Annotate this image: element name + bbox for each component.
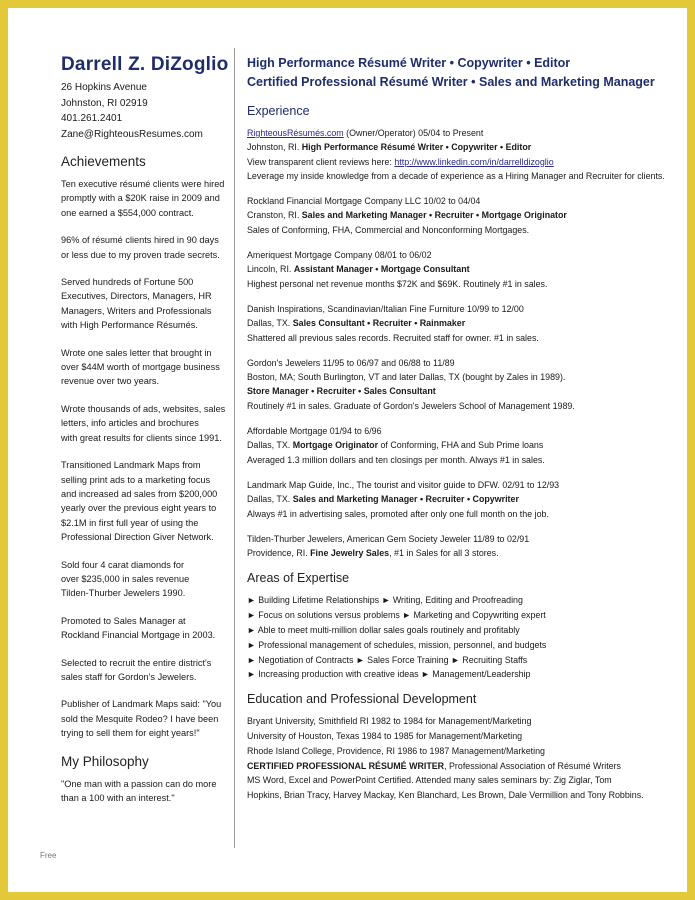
education-line (247, 788, 667, 803)
philosophy-quote (61, 777, 231, 806)
text-run: Ameriquest Mortgage Company 08/01 to 06/02 (247, 250, 432, 261)
expertise-line: ► Focus on solutions versus problems ► Marketing and Copywriting expert (247, 610, 546, 621)
text-run: Providence, RI. (247, 548, 311, 559)
achievement-line: one earned a $554,000 contract. (61, 207, 194, 218)
text-run: Rhode Island College, Providence, RI 1986 to 1987 Management/Marketing (247, 745, 545, 756)
achievement-line: promptly with a $20K raise in 2009 and (61, 193, 220, 204)
text-run: Johnston, RI. (247, 142, 302, 153)
text-run: Tilden-Thurber Jewelers, American Gem Society Jeweler 11/89 to 02/91 (247, 533, 530, 544)
right-column (247, 54, 667, 803)
achievement-line: Sold four 4 carat diamonds for (61, 559, 185, 570)
job-line (247, 424, 667, 438)
achievement-line: Publisher of Landmark Maps said: "You (61, 699, 222, 710)
text-run: Leverage my inside knowledge from a decade of experience as a Hiring Manager and Recruiter for clients. (247, 170, 665, 181)
achievement-line: Promoted to Sales Manager at (61, 615, 186, 626)
text-run: Sales and Marketing Manager • Recruiter • Mortgage Originator (301, 210, 567, 221)
achievement-item (61, 402, 231, 445)
job-line (247, 384, 667, 398)
job-line (247, 126, 667, 140)
experience-heading: Experience (247, 104, 310, 118)
footer-text: Free (40, 851, 57, 860)
job-entry (247, 424, 667, 467)
job-line (247, 438, 667, 452)
achievement-line: letters, info articles and brochures (61, 418, 199, 429)
achievement-item (61, 458, 231, 544)
experience-list (247, 126, 667, 560)
achievement-line: over $235,000 in sales revenue (61, 573, 190, 584)
text-run: Hopkins, Brian Tracy, Harvey Mackay, Ken Blanchard, Les Brown, Dale Vermillion and Tony Robbins. (247, 790, 644, 801)
headline-title-1: High Performance Résumé Writer • Copywriter • Editor (247, 56, 571, 70)
text-run: Sales Consultant • Recruiter • Rainmaker (292, 318, 466, 329)
job-line (247, 155, 667, 169)
achievement-item (61, 697, 231, 740)
achievement-line: Transitioned Landmark Maps from (61, 460, 201, 471)
achievement-line: Served hundreds of Fortune 500 (61, 277, 194, 288)
achievement-line: Wrote thousands of ads, websites, sales (61, 403, 226, 414)
text-run: Highest personal net revenue months $72K and $69K. Routinely #1 in sales. (247, 278, 548, 289)
achievement-line: Professional Direction Giver Network. (61, 532, 214, 543)
achievement-item (61, 177, 231, 220)
column-divider (234, 48, 235, 848)
job-line (247, 492, 667, 506)
text-run: Lincoln, RI. (247, 264, 294, 275)
achievement-line: Executives, Directors, Managers, HR (61, 291, 212, 302)
expertise-line: ► Building Lifetime Relationships ► Writing, Editing and Proofreading (247, 595, 523, 606)
job-line (247, 277, 667, 291)
achievement-line: Selected to recruit the entire district's (61, 657, 212, 668)
achievement-line: sold the Mesquite Rodeo? I have been (61, 713, 219, 724)
job-line (247, 169, 667, 183)
achievement-line: yearly over the previous eight years to (61, 503, 217, 514)
job-line (247, 453, 667, 467)
achievements-list (61, 177, 231, 741)
job-line (247, 478, 667, 492)
text-run: (Owner/Operator) 05/04 to Present (343, 128, 484, 138)
text-run: MS Word, Excel and PowerPoint Certified. Attended many sales seminars by: Zig Ziglar, Tom (247, 775, 612, 786)
expertise-line: ► Professional management of schedules, mission, personnel, and budgets (247, 639, 547, 650)
headline-title-2: Certified Professional Résumé Writer • Sales and Marketing Manager (247, 75, 655, 89)
expertise-heading: Areas of Expertise (247, 571, 350, 586)
achievement-line: Ten executive résumé clients were hired (61, 179, 225, 189)
job-entry (247, 356, 667, 413)
email: Zane@RighteousResumes.com (61, 128, 203, 140)
philosophy-heading: My Philosophy (61, 753, 149, 769)
text-run: Bryant University, Smithfield RI 1982 to 1984 for Management/Marketing (247, 716, 532, 727)
job-line (247, 140, 667, 154)
achievement-item (61, 656, 231, 685)
expertise-line: ► Able to meet multi-million dollar sales goals routinely and profitably (247, 625, 520, 636)
job-line (247, 399, 667, 413)
achievement-item (61, 275, 231, 333)
text-run: Mortgage Originator (292, 440, 379, 451)
job-line (247, 262, 667, 276)
text-run: Gordon's Jewelers 11/95 to 06/97 and 06/88 to 11/89 (247, 357, 455, 368)
text-run: Sales and Marketing Manager • Recruiter • Copywriter (292, 494, 519, 505)
job-line (247, 248, 667, 262)
achievement-line: with High Performance Résumés. (61, 320, 198, 331)
phone: 401.261.2401 (61, 113, 123, 124)
text-run: Always #1 in advertising sales, promoted after only one full month on the job. (247, 508, 549, 519)
text-run: Cranston, RI. (247, 210, 302, 221)
link-text[interactable]: RighteousRésumés.com (247, 128, 344, 138)
expertise-line: ► Negotiation of Contracts ► Sales Force Training ► Recruiting Staffs (247, 654, 528, 665)
achievement-line: trying to sell them for eight years!" (61, 728, 200, 739)
achievement-line: Managers, Writers and Professionals (61, 305, 212, 316)
job-entry (247, 302, 667, 345)
text-run: Danish Inspirations, Scandinavian/Italian Fine Furniture 10/99 to 12/00 (247, 303, 524, 314)
achievement-line: sales staff for Gordon's Jewelers. (61, 671, 197, 682)
contact-block (61, 80, 231, 142)
text-run: View transparent client reviews here: (247, 156, 395, 167)
achievement-line: and increased ad sales from $200,000 (61, 488, 218, 499)
expertise-list (247, 593, 667, 682)
achievement-item (61, 558, 231, 601)
address-line-1: 26 Hopkins Avenue (61, 82, 147, 93)
job-line (247, 356, 667, 370)
achievement-item (61, 614, 231, 643)
achievement-line: Tilden-Thurber Jewelers 1990. (61, 588, 186, 599)
text-run: Boston, MA; South Burlington, VT and later Dallas, TX (bought by Zales in 1989). (247, 372, 566, 383)
text-run: Dallas, TX. (247, 318, 293, 329)
job-line (247, 532, 667, 546)
achievement-line: Rockland Financial Mortgage in 2003. (61, 630, 216, 641)
job-entry (247, 478, 667, 521)
job-line (247, 507, 667, 521)
text-run: Affordable Mortgage 01/94 to 6/96 (247, 426, 382, 437)
education-line (247, 759, 667, 774)
achievement-line: selling print ads to a marketing focus (61, 474, 211, 485)
left-column (61, 54, 231, 805)
achievement-line: Wrote one sales letter that brought in (61, 347, 212, 358)
education-list (247, 714, 667, 803)
text-run: Landmark Map Guide, Inc., The tourist and visitor guide to DFW. 02/91 to 12/93 (247, 479, 560, 490)
text-run: , #1 in Sales for all 3 stores. (389, 548, 499, 559)
candidate-name: Darrell Z. DiZoglio (61, 54, 229, 75)
text-run: Dallas, TX. (247, 440, 293, 451)
text-run: , Professional Association of Résumé Writers (444, 760, 621, 771)
text-run: Shattered all previous sales records. Recruited staff for owner. #1 in sales. (247, 332, 539, 343)
achievement-line: 96% of résumé clients hired in 90 days (61, 235, 219, 246)
achievement-line: or less due to my proven trade secrets. (61, 249, 220, 260)
job-line (247, 302, 667, 316)
education-heading: Education and Professional Development (247, 692, 477, 707)
achievements-heading: Achievements (61, 154, 146, 169)
job-line (247, 194, 667, 208)
education-line (247, 773, 667, 788)
achievement-line: over $44M worth of mortgage business (61, 362, 220, 373)
text-run: of Conforming, FHA and Sub Prime loans (378, 440, 544, 451)
link-text[interactable]: http://www.linkedin.com/in/darrelldizoglio (394, 156, 554, 167)
text-run: Sales of Conforming, FHA, Commercial and Nonconforming Mortgages. (247, 224, 530, 235)
text-run: CERTIFIED PROFESSIONAL RÉSUMÉ WRITER (247, 760, 445, 771)
achievement-item (61, 346, 231, 389)
job-line (247, 331, 667, 345)
text-run: Routinely #1 in sales. Graduate of Gordon's Jewelers School of Management 1989. (247, 400, 575, 411)
job-line (247, 208, 667, 222)
job-line (247, 370, 667, 384)
education-line (247, 744, 667, 759)
quote-line: than a 100 with an interest." (61, 793, 175, 803)
job-line (247, 316, 667, 330)
text-run: High Performance Résumé Writer • Copywriter • Editor (301, 142, 532, 153)
text-run: Store Manager • Recruiter • Sales Consultant (247, 386, 436, 397)
text-run: Dallas, TX. (247, 494, 293, 505)
text-run: Rockland Financial Mortgage Company LLC 10/02 to 04/04 (247, 196, 481, 207)
job-entry (247, 532, 667, 561)
address-line-2: Johnston, RI 02919 (61, 97, 148, 109)
text-run: Averaged 1.3 million dollars and ten closings per month. Always #1 in sales. (247, 454, 545, 465)
quote-line: "One man with a passion can do more (61, 778, 217, 789)
job-entry (247, 194, 667, 237)
text-run: Fine Jewelry Sales (310, 548, 390, 559)
job-entry (247, 126, 667, 183)
achievement-item (61, 233, 231, 262)
achievement-line: $2.1M in first full year of using the (61, 517, 199, 528)
education-line (247, 729, 667, 744)
resume-page (8, 8, 687, 892)
education-line (247, 714, 667, 729)
achievement-line: revenue over two years. (61, 376, 160, 387)
job-line (247, 223, 667, 237)
achievement-line: with great results for clients since 1991. (61, 432, 222, 443)
text-run: University of Houston, Texas 1984 to 1985 for Management/Marketing (247, 731, 523, 741)
job-entry (247, 248, 667, 291)
job-line (247, 546, 667, 560)
text-run: Assistant Manager • Mortgage Consultant (293, 264, 470, 275)
expertise-line: ► Increasing production with creative ideas ► Management/Leadership (247, 669, 531, 680)
